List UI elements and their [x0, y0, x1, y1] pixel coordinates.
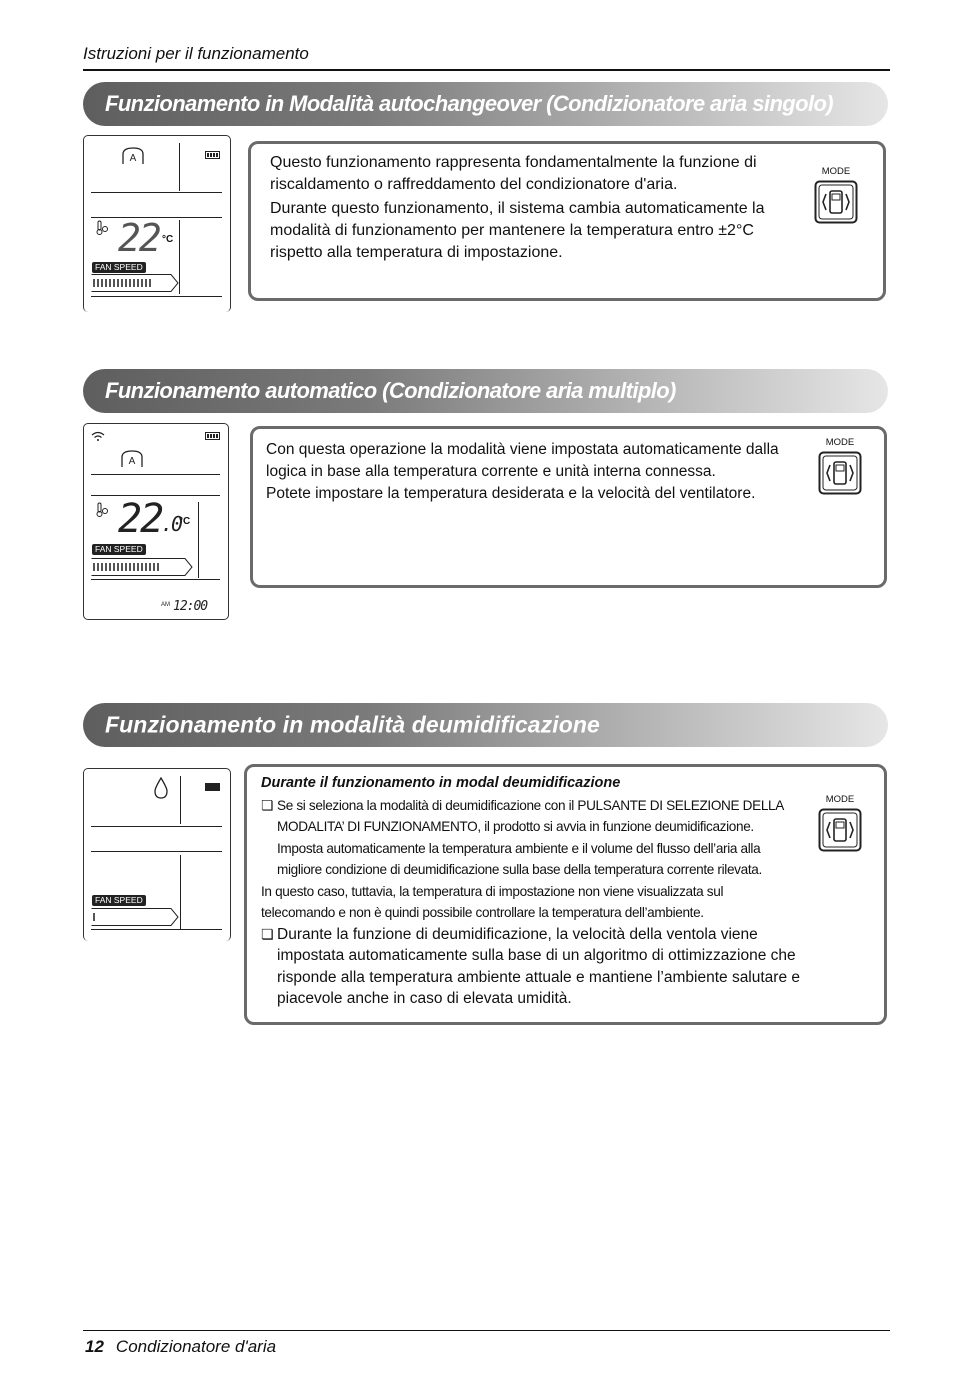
mode-label: MODE	[825, 794, 855, 805]
clock-readout: 12:00	[173, 599, 208, 614]
header-divider	[83, 69, 890, 71]
info-box-automatic	[250, 426, 887, 588]
clock-prefix: AM	[161, 602, 170, 608]
bullet-text: MODALITA’ DI FUNZIONAMENTO, il prodotto si avvia in funzione deumidificazione.	[277, 819, 754, 834]
running-header: Istruzioni per il funzionamento	[83, 44, 309, 63]
temperature-unit: °C	[179, 516, 191, 527]
bullet-text: Imposta automaticamente la temperatura ambiente e il volume del flusso dell’aria alla	[277, 840, 761, 856]
section-title: Funzionamento automatico (Condizionatore aria multiplo)	[105, 378, 676, 403]
battery-icon	[205, 783, 221, 791]
fan-speed-label: FAN SPEED	[92, 895, 146, 906]
section-title: Funzionamento in modalità deumidificazione	[105, 711, 600, 738]
bullet-text: impostata automaticamente sulla base di un algoritmo di ottimizzazione che	[277, 947, 796, 964]
bullet-text: Se si seleziona la modalità di deumidificazione con il PULSANTE DI SELEZIONE DELLA	[277, 797, 784, 813]
svg-text:A: A	[129, 153, 137, 164]
paragraph: Durante questo funzionamento, il sistema cambia automaticamente la modalità di funzionamento per mantenere la temperatura entro ±2°C rispetto alla temperatura di impostazione.	[270, 200, 765, 261]
info-box-dehumidify	[244, 764, 887, 1025]
footer-title: Condizionatore d'aria	[115, 1337, 277, 1356]
page-footer	[85, 1337, 276, 1357]
thermometer-icon	[94, 220, 110, 236]
fan-speed-level	[93, 279, 153, 287]
mode-button-icon	[818, 808, 862, 852]
temperature-decimal: .0	[161, 512, 182, 536]
note-text: telecomando e non è quindi possibile controllare la temperatura dell’ambiente.	[261, 905, 704, 920]
mode-button-illustration	[811, 166, 861, 224]
mode-label: MODE	[821, 166, 851, 177]
section-banner-automatic-multi	[83, 369, 888, 413]
bullet-text: Durante la funzione di deumidificazione, la velocità della ventola viene	[277, 925, 758, 943]
wifi-icon	[91, 431, 105, 441]
bullet-text: risponde alla temperatura ambiente attuale e mantiene l’ambiente salutare e	[277, 968, 801, 986]
auto-mode-icon	[119, 146, 147, 166]
paragraph: Con questa operazione la modalità viene impostata automaticamente dalla logica in base alla temperatura corrente e unità interna connessa.	[266, 441, 779, 480]
mode-button-icon	[818, 451, 862, 495]
water-drop-icon	[154, 777, 168, 799]
svg-text:A: A	[128, 456, 136, 467]
temperature-readout: 22	[118, 496, 163, 542]
checkbox-bullet-icon: ❏	[261, 925, 274, 942]
remote-display-autochangeover	[83, 135, 231, 312]
bullet-text: migliore condizione di deumidificazione sulla base della temperatura corrente rilevata.	[277, 862, 762, 877]
section-banner-dehumidify	[83, 703, 888, 747]
fan-speed-label: FAN SPEED	[92, 262, 146, 273]
remote-display-automatic	[83, 423, 229, 620]
fan-speed-level	[93, 913, 97, 921]
mode-button-illustration	[815, 437, 865, 495]
mode-button-icon	[814, 180, 858, 224]
bullet-text: piacevole anche in caso di elevata umidità.	[277, 990, 572, 1007]
thermometer-icon	[94, 502, 110, 518]
paragraph: Questo funzionamento rappresenta fondamentalmente la funzione di riscaldamento o raffreddamento del condizionatore d'aria.	[270, 154, 757, 193]
mode-button-illustration	[815, 794, 865, 852]
section-title: Funzionamento in Modalità autochangeover (Condizionatore aria singolo)	[105, 91, 834, 116]
fan-speed-bar	[91, 908, 179, 926]
section-banner-autochangeover	[83, 82, 888, 126]
auto-mode-icon	[118, 449, 146, 469]
temperature-readout: 22	[118, 216, 160, 260]
note-text: In questo caso, tuttavia, la temperatura di impostazione non viene visualizzata sul	[261, 883, 724, 899]
fan-speed-label: FAN SPEED	[92, 544, 146, 555]
remote-display-dehumidify	[83, 768, 231, 941]
footer-divider	[83, 1330, 890, 1331]
info-box-autochangeover	[248, 141, 886, 301]
paragraph: Potete impostare la temperatura desiderata e la velocità del ventilatore.	[266, 485, 756, 502]
subtitle: Durante il funzionamento in modal deumidificazione	[261, 775, 621, 791]
page-number: 12	[85, 1337, 104, 1356]
checkbox-bullet-icon: ❏	[261, 797, 273, 813]
battery-icon	[205, 151, 221, 159]
fan-speed-level	[93, 563, 159, 571]
battery-icon	[205, 432, 221, 440]
mode-label: MODE	[825, 437, 855, 448]
temperature-unit: °C	[162, 234, 174, 245]
